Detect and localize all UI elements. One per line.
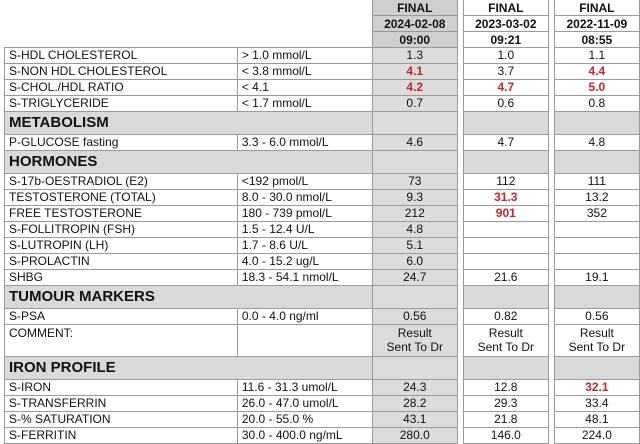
result-value: 0.8 <box>554 96 639 112</box>
reference-range: 1.5 - 12.4 U/L <box>237 222 372 238</box>
table-row <box>5 396 640 412</box>
test-name: S-PSA <box>5 309 238 325</box>
test-name: S-CHOL./HDL RATIO <box>5 80 238 96</box>
result-value: 1.0 <box>463 48 548 64</box>
reference-range: 30.0 - 400.0 ng/mL <box>237 428 372 444</box>
result-value: 1.3 <box>372 48 457 64</box>
result-value: 13.2 <box>554 190 639 206</box>
reference-range: 3.3 - 6.0 mmol/L <box>237 135 372 151</box>
result-value: 4.8 <box>554 135 639 151</box>
reference-range: 18.3 - 54.1 nmol/L <box>237 270 372 286</box>
test-name: P-GLUCOSE fasting <box>5 135 238 151</box>
test-name: SHBG <box>5 270 238 286</box>
reference-range: < 1.7 mmol/L <box>237 96 372 112</box>
result-value <box>554 222 639 238</box>
test-name: TESTOSTERONE (TOTAL) <box>5 190 238 206</box>
comment-line: Sent To Dr <box>568 340 626 354</box>
comment-line: Sent To Dr <box>477 340 535 354</box>
header-status-row <box>5 0 640 16</box>
section-title: HORMONES <box>5 151 373 174</box>
table-row <box>5 270 640 286</box>
date-cell: 2024-02-08 <box>372 16 457 32</box>
result-value-flagged: 32.1 <box>554 380 639 396</box>
section-header-metabolism <box>5 112 640 135</box>
test-name: S-TRIGLYCERIDE <box>5 96 238 112</box>
header-time-row <box>5 32 640 48</box>
result-value: 21.8 <box>463 412 548 428</box>
result-value: 5.1 <box>372 238 457 254</box>
test-name: FREE TESTOSTERONE <box>5 206 238 222</box>
result-value: 352 <box>554 206 639 222</box>
section-title: IRON PROFILE <box>5 357 373 380</box>
test-name: S-PROLACTIN <box>5 254 238 270</box>
table-row <box>5 48 640 64</box>
result-value <box>554 238 639 254</box>
result-value-flagged: 4.7 <box>463 80 548 96</box>
result-value-flagged: 901 <box>463 206 548 222</box>
result-value: 0.56 <box>554 309 639 325</box>
result-value <box>463 254 548 270</box>
table-row <box>5 190 640 206</box>
test-name: S-LUTROPIN (LH) <box>5 238 238 254</box>
reference-range: <192 pmol/L <box>237 174 372 190</box>
table-row <box>5 96 640 112</box>
result-value: 9.3 <box>372 190 457 206</box>
table-row <box>5 309 640 325</box>
result-value: 224.0 <box>554 428 639 444</box>
reference-range: 20.0 - 55.0 % <box>237 412 372 428</box>
result-value: 111 <box>554 174 639 190</box>
result-value <box>554 254 639 270</box>
table-row <box>5 428 640 444</box>
status-cell: FINAL <box>372 0 457 16</box>
reference-range: 0.0 - 4.0 ng/ml <box>237 309 372 325</box>
result-value-flagged: 4.1 <box>372 64 457 80</box>
reference-range: < 3.8 mmol/L <box>237 64 372 80</box>
test-name: S-HDL CHOLESTEROL <box>5 48 238 64</box>
section-header-iron-profile <box>5 357 640 380</box>
reference-range: 26.0 - 47.0 umol/L <box>237 396 372 412</box>
comment-line: Result <box>397 326 432 340</box>
table-row <box>5 412 640 428</box>
comment-value <box>372 325 457 357</box>
result-value: 280.0 <box>372 428 457 444</box>
status-cell: FINAL <box>554 0 639 16</box>
reference-range: 11.6 - 31.3 umol/L <box>237 380 372 396</box>
result-value-flagged: 4.4 <box>554 64 639 80</box>
result-value: 146.0 <box>463 428 548 444</box>
header-date-row <box>5 16 640 32</box>
comment-value <box>463 325 548 357</box>
result-value: 212 <box>372 206 457 222</box>
reference-range: > 1.0 mmol/L <box>237 48 372 64</box>
result-value: 19.1 <box>554 270 639 286</box>
result-value: 4.7 <box>463 135 548 151</box>
result-value: 29.3 <box>463 396 548 412</box>
result-value: 21.6 <box>463 270 548 286</box>
section-header-tumour-markers <box>5 286 640 309</box>
result-value: 0.7 <box>372 96 457 112</box>
result-value: 48.1 <box>554 412 639 428</box>
result-value: 73 <box>372 174 457 190</box>
result-value: 6.0 <box>372 254 457 270</box>
table-row <box>5 135 640 151</box>
result-value <box>463 238 548 254</box>
time-cell: 09:00 <box>372 32 457 48</box>
test-name: S-NON HDL CHOLESTEROL <box>5 64 238 80</box>
test-name: S-FERRITIN <box>5 428 238 444</box>
reference-range: 180 - 739 pmol/L <box>237 206 372 222</box>
section-header-hormones <box>5 151 640 174</box>
reference-range: 8.0 - 30.0 nmol/L <box>237 190 372 206</box>
test-name: S-IRON <box>5 380 238 396</box>
date-cell: 2023-03-02 <box>463 16 548 32</box>
comment-value <box>554 325 639 357</box>
result-value <box>463 222 548 238</box>
result-value: 24.7 <box>372 270 457 286</box>
result-value: 24.3 <box>372 380 457 396</box>
lab-results-table <box>4 0 640 444</box>
result-value-flagged: 31.3 <box>463 190 548 206</box>
section-title: METABOLISM <box>5 112 373 135</box>
reference-range: 4.0 - 15.2 ug/L <box>237 254 372 270</box>
table-row <box>5 174 640 190</box>
comment-row <box>5 325 640 357</box>
result-value-flagged: 5.0 <box>554 80 639 96</box>
comment-line: Sent To Dr <box>386 340 443 354</box>
status-cell: FINAL <box>463 0 548 16</box>
table-row <box>5 238 640 254</box>
time-cell: 09:21 <box>463 32 548 48</box>
reference-range: < 4.1 <box>237 80 372 96</box>
result-value: 4.6 <box>372 135 457 151</box>
result-value: 43.1 <box>372 412 457 428</box>
time-cell: 08:55 <box>554 32 639 48</box>
section-title: TUMOUR MARKERS <box>5 286 373 309</box>
test-name: S-TRANSFERRIN <box>5 396 238 412</box>
comment-line: Result <box>488 326 523 340</box>
table-row <box>5 80 640 96</box>
test-name: S-17b-OESTRADIOL (E2) <box>5 174 238 190</box>
result-value: 0.6 <box>463 96 548 112</box>
test-name: S-% SATURATION <box>5 412 238 428</box>
result-value: 0.56 <box>372 309 457 325</box>
table-row <box>5 64 640 80</box>
table-row <box>5 254 640 270</box>
result-value: 112 <box>463 174 548 190</box>
table-row <box>5 206 640 222</box>
comment-label: COMMENT: <box>5 325 238 357</box>
date-cell: 2022-11-09 <box>554 16 639 32</box>
result-value: 1.1 <box>554 48 639 64</box>
result-value: 28.2 <box>372 396 457 412</box>
result-value: 4.8 <box>372 222 457 238</box>
result-value: 33.4 <box>554 396 639 412</box>
table-row <box>5 222 640 238</box>
result-value: 0.82 <box>463 309 548 325</box>
result-value-flagged: 4.2 <box>372 80 457 96</box>
table-row <box>5 380 640 396</box>
result-value: 3.7 <box>463 64 548 80</box>
comment-line: Result <box>579 326 614 340</box>
reference-range: 1.7 - 8.6 U/L <box>237 238 372 254</box>
test-name: S-FOLLITROPIN (FSH) <box>5 222 238 238</box>
result-value: 12.8 <box>463 380 548 396</box>
